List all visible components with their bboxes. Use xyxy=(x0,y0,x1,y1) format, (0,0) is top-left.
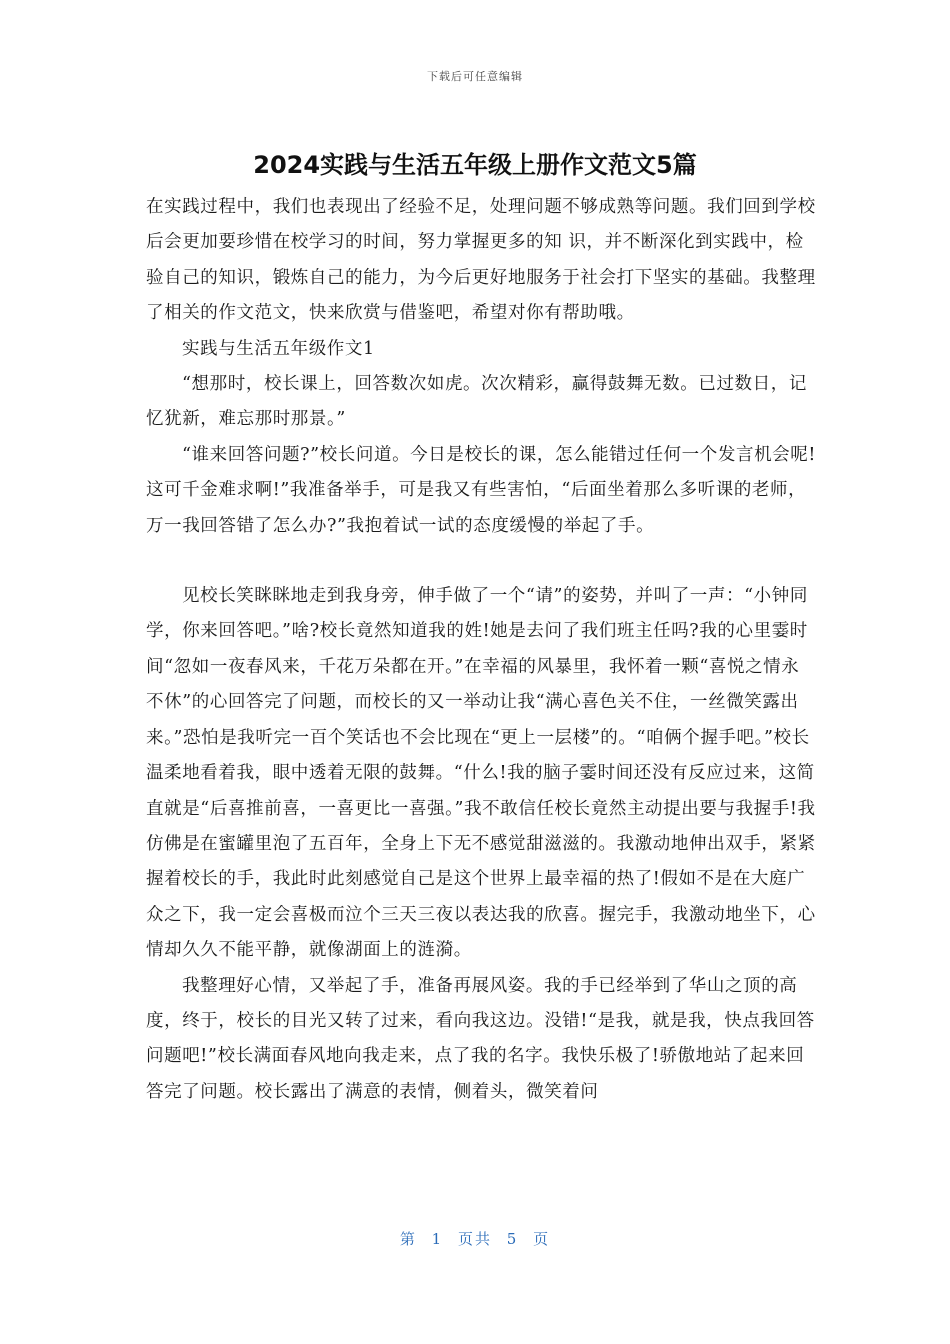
document-body xyxy=(146,190,816,1110)
document-title: 2024实践与生活五年级上册作文范文5篇 xyxy=(253,151,697,179)
header-note: 下载后可任意编辑 xyxy=(427,70,523,83)
section-heading: 实践与生活五年级作文1 xyxy=(182,338,375,359)
body-paragraph: 我整理好心情，又举起了手，准备再展风姿。我的手已经举到了华山之顶的高度，终于，校长的目光又转了过来，看向我这边。没错!“是我，就是我，快点我回答问题吧!”校长满面春风地向我走来，点了我的名字。我快乐极了!骄傲地站了起来回答完了问题。校长露出了满意的表情，侧着头，微笑着问 xyxy=(146,975,815,1102)
intro-paragraph: 在实践过程中，我们也表现出了经验不足，处理问题不够成熟等问题。我们回到学校后会更加要珍惜在校学习的时间，努力掌握更多的知 识，并不断深化到实践中，检验自己的知识，锻炼自己的能力，为今后更好地服务于社会打下坚实的基础。我整理了相关的作文范文，快来欣赏与借鉴吧，希望对你有帮助哦。 xyxy=(146,197,816,324)
body-paragraph: “谁来回答问题?”校长问道。今日是校长的课，怎么能错过任何一个发言机会呢!这可千金难求啊!”我准备举手，可是我又有些害怕，“后面坐着那么多听课的老师，万一我回答错了怎么办?”我抱着试一试的态度缓慢的举起了手。 xyxy=(146,444,817,536)
page-footer: 第 1 页共 5 页 xyxy=(399,1230,551,1248)
body-paragraph: 见校长笑眯眯地走到我身旁，伸手做了一个“请”的姿势，并叫了一声：“小钟同学，你来回答吧。”啥?校长竟然知道我的姓!她是去问了我们班主任吗?我的心里霎时间“忽如一夜春风来，千花万朵都在开。”在幸福的风暴里，我怀着一颗“喜悦之情永不休”的心回答完了问题，而校长的又一举动让我“满心喜色关不住，一丝微笑露出来。”恐怕是我听完一百个笑话也不会比现在“更上一层楼”的。“咱俩个握手吧。”校长温柔地看着我，眼中透着无限的鼓舞。“什么!我的脑子霎时间还没有反应过来，这简直就是“后喜推前喜，一喜更比一喜强。”我不敢信任校长竟然主动提出要与我握手!我仿佛是在蜜罐里泡了五百年，全身上下无不感觉甜滋滋的。我激动地伸出双手，紧紧握着校长的手，我此时此刻感觉自己是这个世界上最幸福的热了!假如不是在大庭广众之下，我一定会喜极而泣个三天三夜以表达我的欣喜。握完手，我激动地坐下，心情却久久不能平静，就像湖面上的涟漪。 xyxy=(146,586,816,961)
body-paragraph: “想那时，校长课上，回答数次如虎。次次精彩，赢得鼓舞无数。已过数日，记忆犹新，难忘那时那景。” xyxy=(146,374,807,430)
paragraph-gap xyxy=(146,544,816,579)
